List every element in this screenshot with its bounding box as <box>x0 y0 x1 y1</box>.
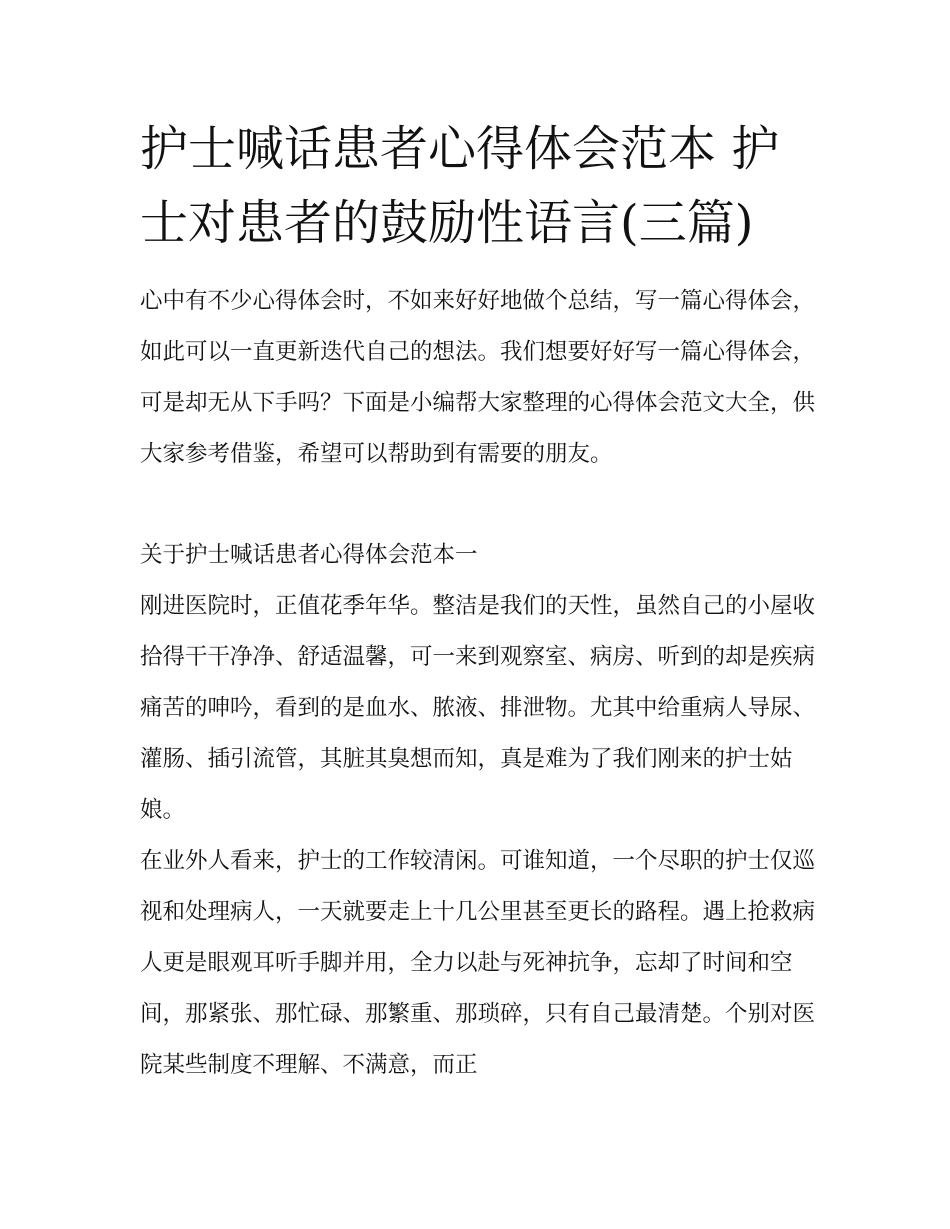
body-paragraph-2: 在业外人看来，护士的工作较清闲。可谁知道，一个尽职的护士仅巡视和处理病人，一天就要走上十几公里甚至更长的路程。遇上抢救病人更是眼观耳听手脚并用，全力以赴与死神抗争，忘却了时间和空间，那紧张、那忙碌、那繁重、那琐碎，只有自己最清楚。个别对医院某些制度不理解、不满意，而正 <box>140 848 816 1078</box>
body-paragraph-1: 刚进医院时，正值花季年华。整洁是我们的天性，虽然自己的小屋收拾得干干净净、舒适温馨，可一来到观察室、病房、听到的却是疾病痛苦的呻吟，看到的是血水、脓液、排泄物。尤其中给重病人导尿、灌肠、插引流管，其脏其臭想而知，真是难为了我们刚来的护士姑娘。 <box>140 593 816 823</box>
document-title: 护士喊话患者心得体会范本 护士对患者的鼓励性语言(三篇) <box>140 121 780 251</box>
section-heading: 关于护士喊话患者心得体会范本一 <box>140 542 478 568</box>
intro-paragraph: 心中有不少心得体会时，不如来好好地做个总结，写一篇心得体会，如此可以一直更新迭代自己的想法。我们想要好好写一篇心得体会，可是却无从下手吗？下面是小编帮大家整理的心得体会范文大全，供大家参考借鉴，希望可以帮助到有需要的朋友。 <box>140 288 816 467</box>
